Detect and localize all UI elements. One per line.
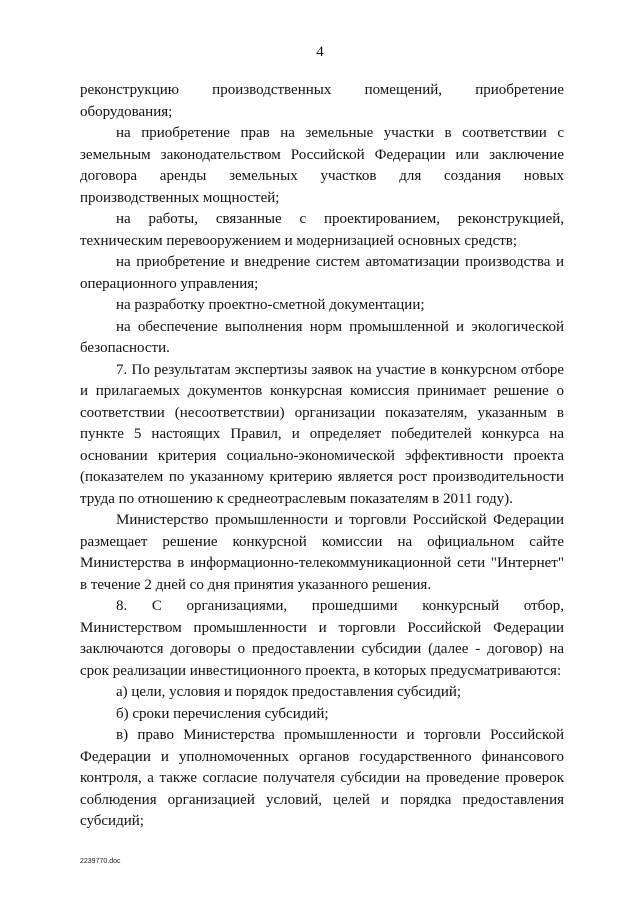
page-number: 4 bbox=[316, 44, 324, 60]
paragraph-item-8: 8. С организациями, прошедшими конкурсный отбор, Министерством промышленности и торговли Российской Федерации заключаются договоры о предоставлении субсидии (далее - договор) на срок реализации инвестиционного проекта, в которых предусматриваются: bbox=[80, 598, 564, 679]
document-body bbox=[80, 80, 564, 833]
footer-filename: 2239770.doc bbox=[80, 858, 121, 865]
paragraph-item-a: а) цели, условия и порядок предоставления субсидий; bbox=[116, 684, 462, 700]
paragraph-land-rights: на приобретение прав на земельные участки в соответствии с земельным законодательством Российской Федерации или заключение договора аренды земельных участков для создания новых производственных мощностей; bbox=[80, 125, 564, 206]
paragraph-ministry-publication: Министерство промышленности и торговли Российской Федерации размещает решение конкурсной комиссии на официальном сайте Министерства в информационно-телекоммуникационной сети "Интернет" в течение 2 дней со дня принятия указанного решения. bbox=[80, 512, 564, 593]
paragraph-item-7: 7. По результатам экспертизы заявок на участие в конкурсном отборе и прилагаемых документов конкурсная комиссия принимает решение о соответствии (несоответствии) организации показателям, указанным в пункте 5 настоящих Правил, и определяет победителей конкурса на основании критерия социально-экономической эффективности проекта (показателем по указанному критерию является рост производительности труда по отношению к среднеотраслевым показателям в 2011 году). bbox=[80, 361, 564, 507]
paragraph-safety: на обеспечение выполнения норм промышленной и экологической безопасности. bbox=[80, 318, 564, 356]
paragraph-works: на работы, связанные с проектированием, реконструкцией, техническим перевооружением и модернизацией основных средств; bbox=[80, 211, 564, 249]
paragraph-continuation: реконструкцию производственных помещений, приобретение оборудования; bbox=[80, 82, 564, 120]
paragraph-item-b: б) сроки перечисления субсидий; bbox=[116, 705, 329, 722]
paragraph-item-v: в) право Министерства промышленности и торговли Российской Федерации и уполномоченных органов государственного финансового контроля, а также согласие получателя субсидии на проведение проверок соблюдения организацией условий, целей и порядка предоставления субсидий; bbox=[80, 727, 564, 829]
paragraph-design-docs: на разработку проектно-сметной документации; bbox=[116, 297, 425, 313]
paragraph-automation: на приобретение и внедрение систем автоматизации производства и операционного управления; bbox=[80, 254, 564, 292]
